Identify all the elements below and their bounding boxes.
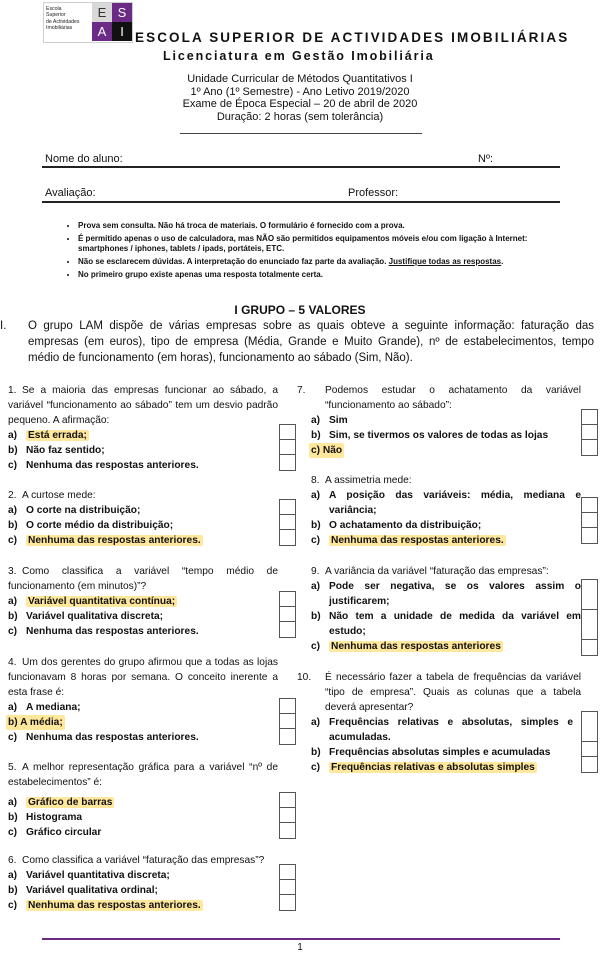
option-text: Não — [322, 445, 343, 456]
option-letter: c) — [8, 732, 18, 743]
question-number: 6. — [8, 855, 17, 866]
option-text: A posição das variáveis: média, mediana e variância; — [329, 490, 581, 516]
answer-boxes — [279, 698, 296, 745]
question-1 — [8, 383, 278, 473]
option-text: Nenhuma das respostas anteriores — [331, 641, 501, 652]
option-letter: b) — [8, 611, 18, 622]
option-c[interactable] — [8, 825, 278, 840]
question-3 — [8, 564, 278, 639]
option-letter: c) — [8, 535, 18, 546]
option-b[interactable] — [311, 609, 581, 639]
question-stem — [8, 564, 278, 594]
question-number: 10. — [297, 672, 312, 683]
answer-checkbox[interactable] — [582, 498, 597, 513]
option-text: Histograma — [26, 812, 83, 823]
answer-checkbox[interactable] — [280, 823, 295, 838]
student-name-label: Nome do aluno: — [45, 153, 123, 165]
question-text: A assimetria mede: — [325, 475, 412, 486]
evaluation-label: Avaliação: — [45, 187, 96, 199]
answer-checkbox[interactable] — [280, 699, 295, 714]
option-letter: b) — [8, 885, 18, 896]
answer-checkbox[interactable] — [582, 580, 597, 610]
rule-item: • Prova sem consulta. Não há troca de materiais. O formulário é fornecido com a prova. — [78, 221, 565, 232]
question-stem — [8, 853, 278, 868]
exam-info — [150, 73, 450, 123]
answer-checkbox[interactable] — [582, 425, 597, 440]
answer-checkbox[interactable] — [280, 880, 295, 895]
intro-text: O grupo LAM dispõe de várias empresas sobre as quais obteve a seguinte informação: faturação das empresas (em euros), tipo de empresa (Média, Grande e Muito Grande), nº de estabelecimentos, tempo médio de funcionamento (em horas), funcionamento ao sábado (Sim, Não). — [28, 320, 594, 364]
answer-checkbox[interactable] — [280, 622, 295, 637]
question-number: 7. — [297, 385, 306, 396]
school-logo — [43, 2, 133, 43]
answer-checkbox[interactable] — [280, 440, 295, 455]
option-letter: a) — [311, 415, 321, 426]
option-text: Sim — [329, 415, 348, 426]
logo-text — [46, 6, 92, 31]
answer-boxes — [279, 591, 296, 638]
option-a[interactable] — [8, 795, 278, 810]
answer-checkbox[interactable] — [582, 513, 597, 528]
exam-course-unit: Unidade Curricular de Métodos Quantitativos I — [187, 73, 413, 85]
option-letter: b) — [8, 812, 18, 823]
option-letter: a) — [8, 596, 18, 607]
question-stem — [311, 564, 581, 579]
question-text: Se a maioria das empresas funcionar ao sábado, a variável “funcionamento ao sábado” tem um desvio padrão pequeno. A afirmação: — [8, 385, 278, 426]
option-text: O achatamento da distribuição; — [329, 520, 482, 531]
option-a[interactable] — [8, 594, 278, 609]
answer-checkbox[interactable] — [280, 865, 295, 880]
question-stem — [297, 670, 581, 715]
option-text: Frequências absolutas simples e acumuladas — [329, 747, 551, 758]
option-text: Gráfico circular — [26, 827, 102, 838]
answer-checkbox[interactable] — [280, 425, 295, 440]
answer-checkbox[interactable] — [280, 714, 295, 729]
option-letter: c) — [8, 827, 18, 838]
option-c[interactable] — [8, 624, 278, 639]
option-c[interactable] — [311, 760, 581, 775]
option-letter: a) — [8, 430, 18, 441]
option-letter: b) — [311, 520, 321, 531]
option-letter: c) — [311, 641, 321, 652]
exam-rules — [60, 221, 565, 282]
teacher-label: Professor: — [348, 187, 399, 199]
question-text: A melhor representação gráfica para a variável “nº de estabelecimentos” é: — [8, 762, 278, 788]
option-letter: b) — [8, 520, 18, 531]
group-intro — [2, 318, 594, 366]
student-number-label: Nº: — [478, 153, 494, 165]
option-text: A mediana; — [26, 702, 81, 713]
question-4 — [8, 655, 278, 745]
option-text: Frequências relativas e absolutas simples — [331, 762, 535, 773]
question-text: Como classifica a variável “tempo médio de funcionamento (em minutos)”? — [8, 566, 278, 592]
rule-item: • É permitido apenas o uso de calculadora, mas NÃO são permitidos equipamentos móveis e/ou com ligação à Internet: smartphones / iphones, tablets / ipads, portáteis, ETC. — [78, 234, 565, 255]
answer-checkbox[interactable] — [582, 528, 597, 543]
option-text: O corte na distribuição; — [26, 505, 141, 516]
question-2 — [8, 488, 278, 548]
option-text: Frequências relativas e absolutas, simples e acumuladas. — [329, 717, 573, 743]
divider — [180, 133, 422, 134]
option-c[interactable] — [8, 730, 278, 745]
option-text: Nenhuma das respostas anteriores. — [28, 900, 201, 911]
option-b[interactable] — [8, 715, 278, 730]
answer-boxes — [279, 424, 296, 471]
answer-boxes — [279, 792, 296, 839]
option-c[interactable] — [311, 533, 581, 548]
option-text: Variável qualitativa ordinal; — [26, 885, 158, 896]
answer-boxes — [581, 579, 598, 656]
question-text: É necessário fazer a tabela de frequências da variável “tipo de empresa”. Quais as colunas que a tabela deverá apresentar? — [325, 672, 581, 713]
option-text: Não faz sentido; — [26, 445, 105, 456]
option-letter: c) — [311, 535, 321, 546]
option-highlight — [6, 715, 65, 730]
question-text: Como classifica a variável “faturação das empresas”? — [22, 855, 265, 866]
logo-letter-i: I — [112, 22, 132, 41]
option-text: Nenhuma das respostas anteriores. — [26, 460, 199, 471]
answer-checkbox[interactable] — [280, 607, 295, 622]
student-name-line[interactable] — [42, 166, 560, 168]
question-text: Podemos estudar o achatamento da variável “funcionamento ao sábado”: — [325, 385, 581, 411]
rule-item: • No primeiro grupo existe apenas uma resposta totalmente certa. — [78, 270, 565, 281]
option-a[interactable] — [8, 428, 278, 443]
option-b[interactable] — [8, 609, 278, 624]
option-b[interactable] — [8, 518, 278, 533]
option-letter: c) — [8, 460, 18, 471]
option-a[interactable] — [8, 868, 278, 883]
option-text: O corte médio da distribuição; — [26, 520, 174, 531]
intro-number: I. — [0, 320, 7, 332]
option-letter: a) — [8, 702, 18, 713]
question-number: 3. — [8, 566, 17, 577]
answer-checkbox[interactable] — [280, 729, 295, 744]
option-text: Sim, se tivermos os valores de todas as lojas — [329, 430, 549, 441]
question-stem — [8, 488, 278, 503]
option-text: Nenhuma das respostas anteriores. — [26, 732, 199, 743]
option-text: Nenhuma das respostas anteriores. — [331, 535, 504, 546]
rule-text: Não se esclarecem dúvidas. A interpretação do enunciado faz parte da avaliação. — [78, 256, 389, 266]
answer-checkbox[interactable] — [280, 808, 295, 823]
evaluation-line[interactable] — [42, 201, 560, 203]
option-letter: c) — [8, 900, 18, 911]
question-stem — [8, 760, 278, 790]
question-number: 4. — [8, 657, 17, 668]
question-text: Um dos gerentes do grupo afirmou que a todas as lojas funcionavam 8 horas por semana. O conceito inerente a esta frase é: — [8, 657, 278, 698]
answer-checkbox[interactable] — [582, 757, 597, 772]
option-a[interactable] — [311, 715, 581, 745]
question-stem — [8, 383, 278, 428]
option-letter: a) — [8, 505, 18, 516]
question-number: 8. — [311, 475, 320, 486]
option-letter: a) — [311, 581, 321, 592]
logo-line: de Actividades — [46, 18, 80, 25]
option-a[interactable] — [311, 488, 581, 518]
rule-text: . — [501, 256, 504, 266]
answer-boxes — [581, 497, 598, 544]
logo-letter-s: S — [112, 3, 132, 22]
logo-line: Escola — [46, 6, 62, 12]
answer-checkbox[interactable] — [280, 895, 295, 910]
option-text: Pode ser negativa, se os valores assim o justificarem; — [329, 581, 581, 607]
option-text: Gráfico de barras — [28, 797, 113, 808]
answer-checkbox[interactable] — [582, 712, 597, 742]
question-number: 9. — [311, 566, 320, 577]
answer-checkbox[interactable] — [280, 515, 295, 530]
logo-line: Superior — [46, 12, 66, 19]
option-text: Está errada; — [28, 430, 87, 441]
option-c[interactable] — [311, 639, 581, 654]
exam-date: Exame de Época Especial – 20 de abril de 2020 — [182, 98, 418, 110]
option-a[interactable] — [8, 700, 278, 715]
rule-underlined: Justifique todas as respostas — [388, 256, 502, 266]
answer-boxes — [279, 864, 296, 911]
option-c[interactable] — [8, 898, 278, 913]
answer-checkbox[interactable] — [280, 455, 295, 470]
option-letter: a) — [311, 717, 321, 728]
answer-checkbox[interactable] — [582, 742, 597, 757]
option-highlight — [309, 443, 344, 458]
question-5 — [8, 760, 278, 840]
question-stem — [297, 383, 581, 413]
exam-duration: Duração: 2 horas (sem tolerância) — [216, 110, 384, 123]
option-a[interactable] — [311, 579, 581, 609]
answer-checkbox[interactable] — [582, 410, 597, 425]
question-number: 2. — [8, 490, 17, 501]
footer-divider — [42, 938, 560, 940]
answer-checkbox[interactable] — [280, 793, 295, 808]
option-text: Variável quantitativa discreta; — [26, 870, 170, 881]
option-letter: c) — [311, 762, 321, 773]
question-stem — [8, 655, 278, 700]
logo-letter-e: E — [92, 3, 112, 22]
question-text: A curtose mede: — [22, 490, 96, 501]
question-10 — [297, 670, 581, 775]
option-b[interactable] — [311, 518, 581, 533]
question-7 — [297, 383, 581, 458]
option-text: Não tem a unidade de medida da variável em estudo; — [329, 611, 581, 637]
option-b[interactable] — [311, 745, 581, 760]
option-c[interactable] — [8, 533, 278, 548]
option-text: A média; — [20, 717, 63, 728]
answer-boxes — [581, 409, 598, 456]
rule-item — [78, 257, 565, 268]
answer-boxes — [581, 711, 598, 773]
question-stem — [311, 473, 581, 488]
page-number: 1 — [297, 942, 303, 953]
question-9 — [311, 564, 581, 654]
option-text: Nenhuma das respostas anteriores. — [26, 626, 199, 637]
option-letter: c) — [8, 626, 18, 637]
answer-boxes — [279, 499, 296, 546]
option-b[interactable] — [8, 443, 278, 458]
logo-line: Imobiliárias — [46, 24, 73, 31]
option-a[interactable] — [311, 413, 581, 428]
option-text: Variável quantitativa contínua; — [28, 596, 176, 607]
option-text: Variável qualitativa discreta; — [26, 611, 164, 622]
option-letter: a) — [8, 870, 18, 881]
option-letter: c) — [311, 445, 321, 456]
option-b[interactable] — [311, 428, 581, 443]
answer-checkbox[interactable] — [582, 610, 597, 640]
question-number: 1. — [8, 385, 17, 396]
course-title: Licenciatura em Gestão Imobiliária — [163, 49, 435, 63]
option-b[interactable] — [8, 810, 278, 825]
answer-checkbox[interactable] — [582, 440, 597, 455]
answer-checkbox[interactable] — [280, 500, 295, 515]
logo-letter-a: A — [92, 22, 112, 41]
option-a[interactable] — [8, 503, 278, 518]
school-title: ESCOLA SUPERIOR DE ACTIVIDADES IMOBILIÁRIAS — [135, 30, 570, 45]
option-text: Nenhuma das respostas anteriores. — [28, 535, 201, 546]
option-letter: a) — [311, 490, 321, 501]
answer-checkbox[interactable] — [280, 592, 295, 607]
question-8 — [311, 473, 581, 548]
option-letter: b) — [8, 717, 18, 728]
option-letter: b) — [311, 747, 321, 758]
question-6 — [8, 853, 278, 913]
option-letter: b) — [311, 611, 321, 622]
answer-checkbox[interactable] — [582, 640, 597, 655]
option-c[interactable] — [8, 458, 278, 473]
exam-year: 1º Ano (1º Semestre) - Ano Letivo 2019/2020 — [190, 85, 410, 98]
option-c[interactable] — [311, 443, 581, 458]
group-title: I GRUPO – 5 VALORES — [234, 303, 366, 317]
option-b[interactable] — [8, 883, 278, 898]
question-number: 5. — [8, 762, 17, 773]
option-letter: a) — [8, 797, 18, 808]
answer-checkbox[interactable] — [280, 530, 295, 545]
option-letter: b) — [311, 430, 321, 441]
option-letter: b) — [8, 445, 18, 456]
question-text: A variância da variável “faturação das empresas”: — [325, 566, 549, 577]
